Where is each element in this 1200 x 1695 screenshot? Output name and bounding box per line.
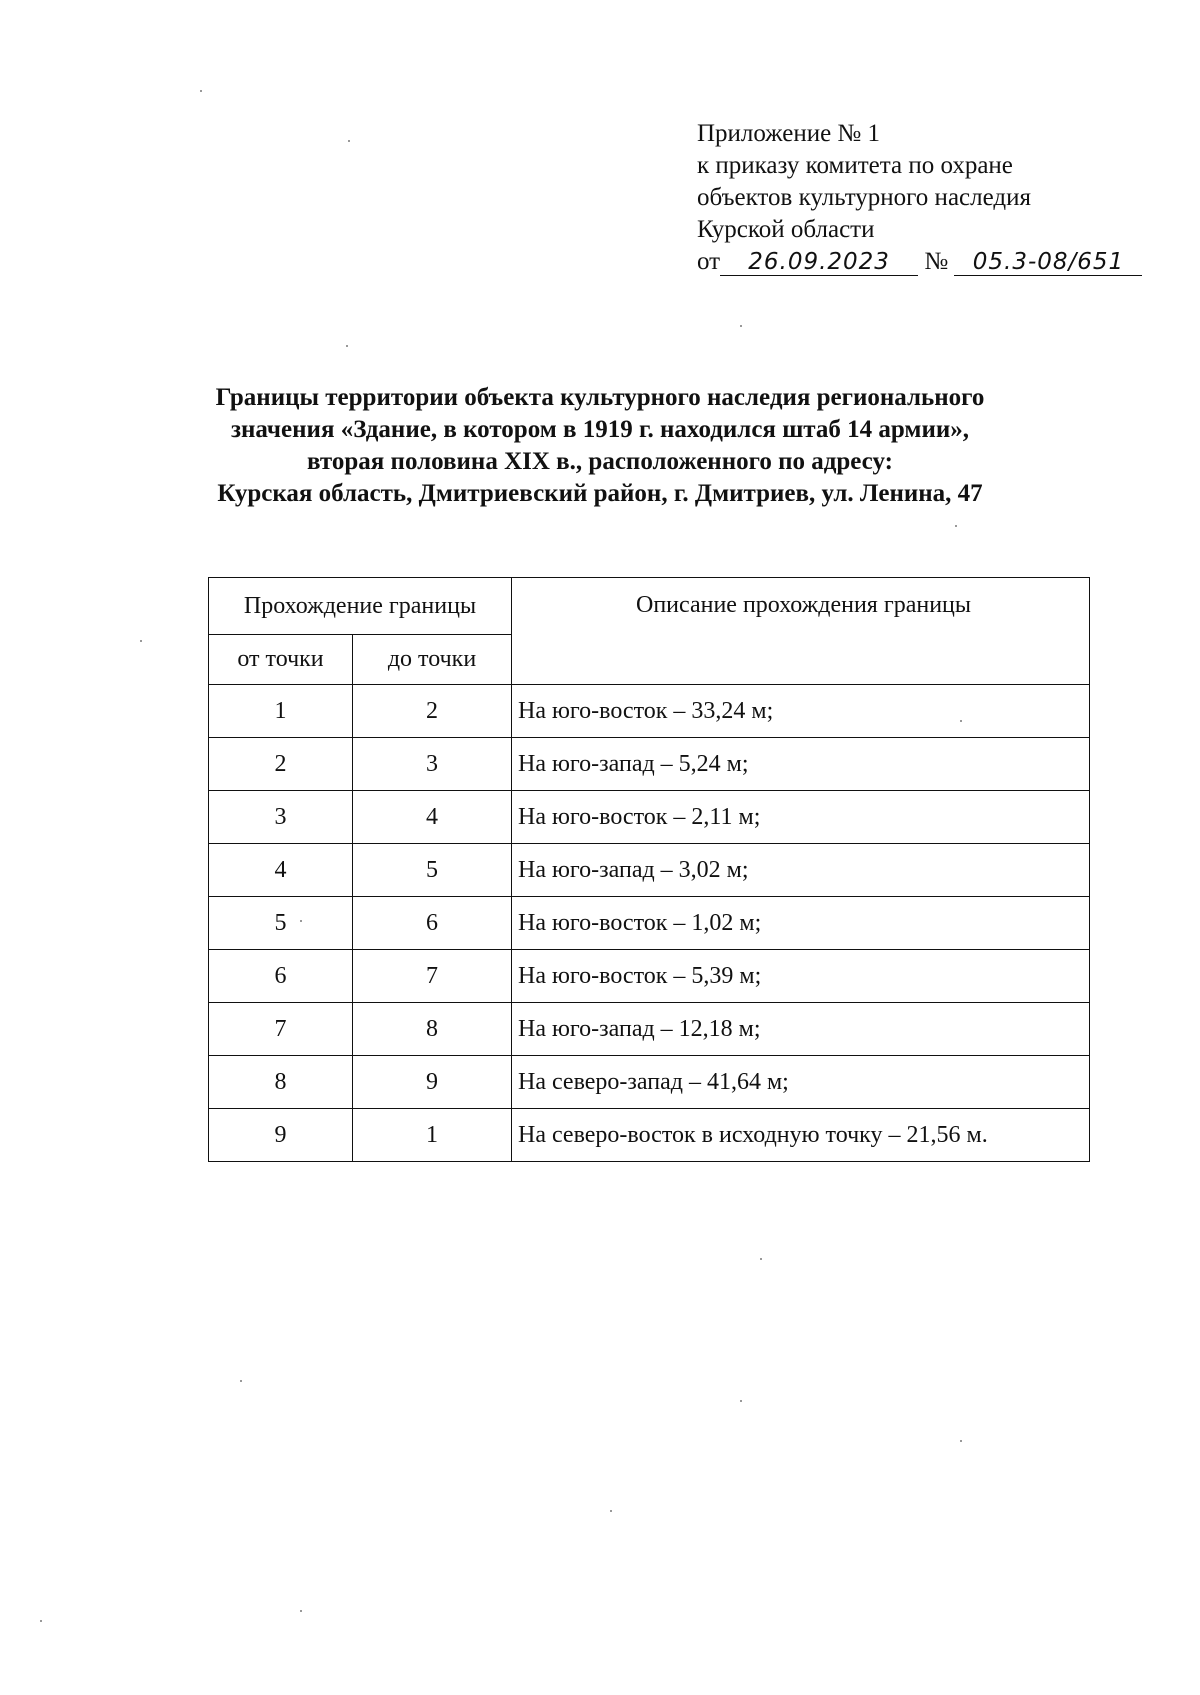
appendix-line: к приказу комитета по охране bbox=[697, 152, 1013, 179]
description-cell: На северо-восток в исходную точку – 21,56 м. bbox=[512, 1109, 1090, 1162]
description-cell: На северо-запад – 41,64 м; bbox=[512, 1056, 1090, 1109]
to-point-cell: 4 bbox=[353, 791, 512, 844]
header-boundary-passage: Прохождение границы bbox=[209, 578, 512, 635]
date-prefix: от bbox=[697, 248, 721, 275]
document-title bbox=[150, 382, 1050, 510]
from-point-cell: 5 bbox=[209, 897, 353, 950]
to-point-cell: 6 bbox=[353, 897, 512, 950]
table-row bbox=[209, 685, 1090, 738]
appendix-block bbox=[697, 118, 1142, 278]
appendix-line: объектов культурного наследия bbox=[697, 184, 1031, 211]
appendix-line: Курской области bbox=[697, 216, 875, 243]
table-row bbox=[209, 897, 1090, 950]
from-point-cell: 2 bbox=[209, 738, 353, 791]
boundary-table bbox=[208, 577, 1090, 1162]
order-reference bbox=[697, 246, 1142, 278]
description-cell: На юго-восток – 2,11 м; bbox=[512, 791, 1090, 844]
to-point-cell: 1 bbox=[353, 1109, 512, 1162]
number-prefix: № bbox=[924, 248, 949, 275]
to-point-cell: 3 bbox=[353, 738, 512, 791]
from-point-cell: 1 bbox=[209, 685, 353, 738]
description-cell: На юго-запад – 3,02 м; bbox=[512, 844, 1090, 897]
from-point-cell: 6 bbox=[209, 950, 353, 1003]
to-point-cell: 5 bbox=[353, 844, 512, 897]
description-cell: На юго-восток – 5,39 м; bbox=[512, 950, 1090, 1003]
description-cell: На юго-восток – 1,02 м; bbox=[512, 897, 1090, 950]
order-date: 26.09.2023 bbox=[720, 249, 918, 276]
from-point-cell: 3 bbox=[209, 791, 353, 844]
from-point-cell: 8 bbox=[209, 1056, 353, 1109]
title-line: вторая половина XIX в., расположенного по адресу: bbox=[307, 448, 893, 475]
to-point-cell: 7 bbox=[353, 950, 512, 1003]
from-point-cell: 4 bbox=[209, 844, 353, 897]
description-cell: На юго-восток – 33,24 м; bbox=[512, 685, 1090, 738]
header-from-point: от точки bbox=[209, 635, 353, 685]
to-point-cell: 2 bbox=[353, 685, 512, 738]
header-description: Описание прохождения границы bbox=[512, 578, 1090, 685]
title-line: значения «Здание, в котором в 1919 г. находился штаб 14 армии», bbox=[230, 416, 970, 443]
description-cell: На юго-запад – 5,24 м; bbox=[512, 738, 1090, 791]
table-row bbox=[209, 950, 1090, 1003]
to-point-cell: 8 bbox=[353, 1003, 512, 1056]
table-row bbox=[209, 844, 1090, 897]
title-line: Курская область, Дмитриевский район, г. Дмитриев, ул. Ленина, 47 bbox=[217, 480, 983, 507]
table-row bbox=[209, 791, 1090, 844]
description-cell: На юго-запад – 12,18 м; bbox=[512, 1003, 1090, 1056]
title-line: Границы территории объекта культурного наследия регионального bbox=[215, 384, 985, 411]
table-row bbox=[209, 1003, 1090, 1056]
from-point-cell: 9 bbox=[209, 1109, 353, 1162]
appendix-line: Приложение № 1 bbox=[697, 120, 881, 147]
table-row bbox=[209, 1056, 1090, 1109]
to-point-cell: 9 bbox=[353, 1056, 512, 1109]
header-to-point: до точки bbox=[353, 635, 512, 685]
table-row bbox=[209, 738, 1090, 791]
order-number: 05.3-08/651 bbox=[954, 249, 1142, 276]
from-point-cell: 7 bbox=[209, 1003, 353, 1056]
table-row bbox=[209, 1109, 1090, 1162]
